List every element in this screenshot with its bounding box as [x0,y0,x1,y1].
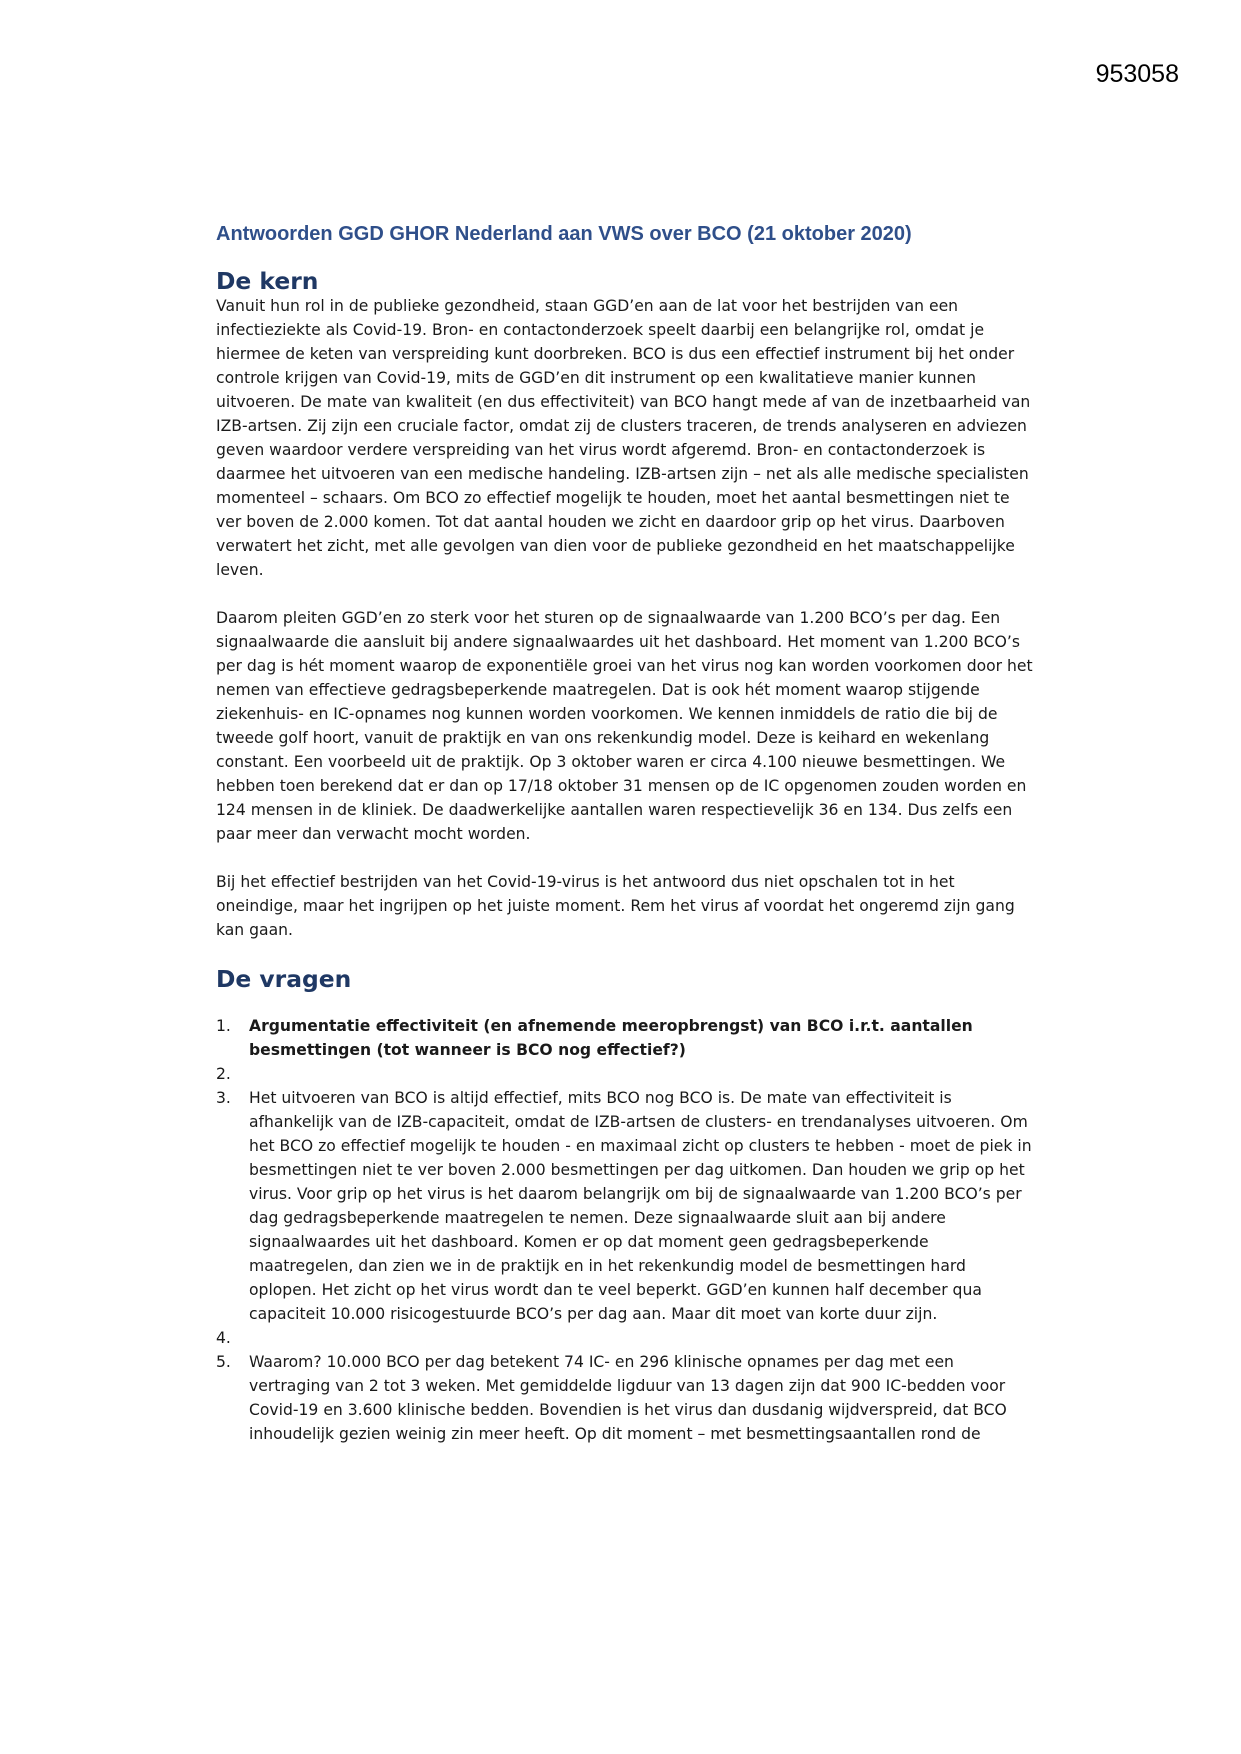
document-body [216,220,1036,1446]
list-item [216,1086,1036,1326]
list-item-number: 3. [216,1089,231,1107]
list-item-text: Waarom? 10.000 BCO per dag betekent 74 IC- en 296 klinische opnames per dag met een vertraging van 2 tot 3 weken. Met gemiddelde ligduur van 13 dagen zijn dat 900 IC-bedden voor Covid-19 en 3.600 klinische bedden. Bovendien is het virus dan dusdanig wijdverspreid, dat BCO inhoudelijk gezien weinig zin meer heeft. Op dit moment – met besmettingsaantallen rond de [249,1353,1007,1443]
section-heading-kern: De kern [216,267,319,295]
document-title: Antwoorden GGD GHOR Nederland aan VWS over BCO (21 oktober 2020) [216,223,912,245]
list-item-number: 2. [216,1065,231,1083]
paragraph-kern-3: Bij het effectief bestrijden van het Covid-19-virus is het antwoord dus niet opschalen tot in het oneindige, maar het ingrijpen op het juiste moment. Rem het virus af voordat het ongeremd zijn gang kan gaan. [216,873,1015,939]
list-item-text [249,1065,254,1083]
list-item [216,1350,1036,1446]
list-item-number: 4. [216,1329,231,1347]
paragraph-kern-2: Daarom pleiten GGD’en zo sterk voor het sturen op de signaalwaarde van 1.200 BCO’s per dag. Een signaalwaarde die aansluit bij andere signaalwaardes uit het dashboard. Het moment van 1.200 BCO’s per dag is hét moment waarop de exponentiële groei van het virus nog kan worden voorkomen door het nemen van effectieve gedragsbeperkende maatregelen. Dat is ook hét moment waarop stijgende ziekenhuis- en IC-opnames nog kunnen worden voorkomen. We kennen inmiddels de ratio die bij de tweede golf hoort, vanuit de praktijk en van ons rekenkundig model. Deze is keihard en wekenlang constant. Een voorbeeld uit de praktijk. Op 3 oktober waren er circa 4.100 nieuwe besmettingen. We hebben toen berekend dat er dan op 17/18 oktober 31 mensen op de IC opgenomen zouden worden en 124 mensen in de kliniek. De daadwerkelijke aantallen waren respectievelijk 36 en 134. Dus zelfs een paar meer dan verwacht mocht worden. [216,609,1033,843]
list-item-text [249,1329,254,1347]
list-item [216,1326,1036,1350]
list-item [216,1014,1036,1062]
question-list [216,1014,1036,1446]
paragraph-kern-1: Vanuit hun rol in de publieke gezondheid, staan GGD’en aan de lat voor het bestrijden van een infectieziekte als Covid-19. Bron- en contactonderzoek speelt daarbij een belangrijke rol, omdat je hiermee de keten van verspreiding kunt doorbreken. BCO is dus een effectief instrument bij het onder controle krijgen van Covid-19, mits de GGD’en dit instrument op een kwalitatieve manier kunnen uitvoeren. De mate van kwaliteit (en dus effectiviteit) van BCO hangt mede af van de inzetbaarheid van IZB-artsen. Zij zijn een cruciale factor, omdat zij de clusters traceren, de trends analyseren en adviezen geven waardoor verdere verspreiding van het virus wordt afgeremd. Bron- en contactonderzoek is daarmee het uitvoeren van een medische handeling. IZB-artsen zijn – net als alle medische specialisten momenteel – schaars. Om BCO zo effectief mogelijk te houden, moet het aantal besmettingen niet te ver boven de 2.000 komen. Tot dat aantal houden we zicht en daardoor grip op het virus. Daarboven verwatert het zicht, met alle gevolgen van dien voor de publieke gezondheid en het maatschappelijke leven. [216,297,1031,579]
list-item-number: 5. [216,1353,231,1371]
document-number: 953058 [1095,60,1179,88]
list-item-text: Argumentatie effectiviteit (en afnemende meeropbrengst) van BCO i.r.t. aantallen besmettingen (tot wanneer is BCO nog effectief?) [249,1017,973,1059]
list-item-text: Het uitvoeren van BCO is altijd effectief, mits BCO nog BCO is. De mate van effectiviteit is afhankelijk van de IZB-capaciteit, omdat de IZB-artsen de clusters- en trendanalyses uitvoeren. Om het BCO zo effectief mogelijk te houden - en maximaal zicht op clusters te hebben - moet de piek in besmettingen niet te ver boven 2.000 besmettingen per dag uitkomen. Dan houden we grip op het virus. Voor grip op het virus is het daarom belangrijk om bij de signaalwaarde van 1.200 BCO’s per dag gedragsbeperkende maatregelen te nemen. Deze signaalwaarde sluit aan bij andere signaalwaardes uit het dashboard. Komen er op dat moment geen gedragsbeperkende maatregelen, dan zien we in de praktijk en in het rekenkundig model de besmettingen hard oplopen. Het zicht op het virus wordt dan te veel beperkt. GGD’en kunnen half december qua capaciteit 10.000 risicogestuurde BCO’s per dag aan. Maar dit moet van korte duur zijn. [249,1089,1032,1323]
section-heading-vragen: De vragen [216,965,352,993]
list-item-number: 1. [216,1017,231,1035]
list-item [216,1062,1036,1086]
